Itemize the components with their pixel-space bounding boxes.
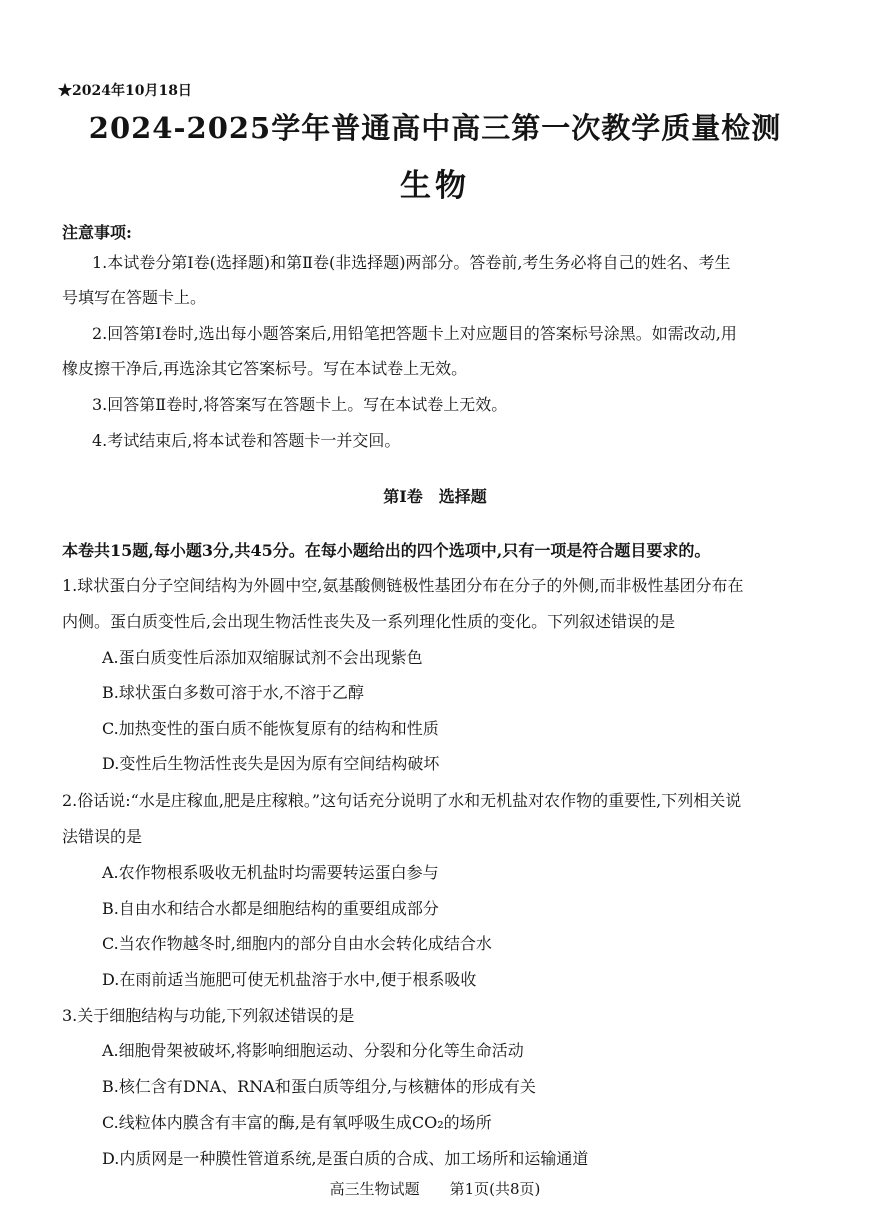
question-option-a: A.细胞骨架被破坏,将影响细胞运动、分裂和分化等生命活动 — [102, 1041, 524, 1060]
question-option-d: D.变性后生物活性丧失是因为原有空间结构破坏 — [102, 754, 440, 773]
notice-line: 号填写在答题卡上。 — [62, 288, 207, 307]
question-option-a: A.农作物根系吸收无机盐时均需要转运蛋白参与 — [102, 863, 439, 882]
question-option-b: B.自由水和结合水都是细胞结构的重要组成部分 — [102, 899, 439, 918]
notice-line: 1.本试卷分第Ⅰ卷(选择题)和第Ⅱ卷(非选择题)两部分。答卷前,考生务必将自己的姓名、考生 — [92, 253, 731, 272]
notice-line: 2.回答第Ⅰ卷时,选出每小题答案后,用铅笔把答题卡上对应题目的答案标号涂黑。如需改动,用 — [92, 324, 737, 343]
question-option-c: C.线粒体内膜含有丰富的酶,是有氧呼吸生成CO₂的场所 — [102, 1113, 492, 1132]
section-instruction: 本卷共15题,每小题3分,共45分。在每小题给出的四个选项中,只有一项是符合题目要求的。 — [62, 541, 711, 560]
question-option-d: D.内质网是一种膜性管道系统,是蛋白质的合成、加工场所和运输通道 — [102, 1149, 589, 1168]
question-stem: 2.俗话说:“水是庄稼血,肥是庄稼粮。”这句话充分说明了水和无机盐对农作物的重要性,下列相关说 — [62, 791, 742, 810]
exam-subject: 生物 — [400, 168, 470, 204]
question-option-c: C.当农作物越冬时,细胞内的部分自由水会转化成结合水 — [102, 934, 492, 953]
question-option-b: B.核仁含有DNA、RNA和蛋白质等组分,与核糖体的形成有关 — [102, 1077, 536, 1096]
exam-date: ★2024年10月18日 — [58, 83, 192, 99]
notice-line: 3.回答第Ⅱ卷时,将答案写在答题卡上。写在本试卷上无效。 — [92, 395, 508, 414]
question-stem: 3.关于细胞结构与功能,下列叙述错误的是 — [62, 1006, 355, 1025]
notice-line: 橡皮擦干净后,再选涂其它答案标号。写在本试卷上无效。 — [62, 359, 468, 378]
question-option-b: B.球状蛋白多数可溶于水,不溶于乙醇 — [102, 683, 364, 702]
question-stem: 1.球状蛋白分子空间结构为外圆中空,氨基酸侧链极性基团分布在分子的外侧,而非极性基团分布在 — [62, 576, 744, 595]
notice-line: 4.考试结束后,将本试卷和答题卡一并交回。 — [92, 431, 401, 450]
question-stem: 法错误的是 — [62, 827, 143, 846]
question-stem: 内侧。蛋白质变性后,会出现生物活性丧失及一系列理化性质的变化。下列叙述错误的是 — [62, 612, 676, 631]
notice-heading: 注意事项: — [62, 223, 132, 242]
page-footer: 高三生物试题 第1页(共8页) — [329, 1180, 541, 1198]
section-title: 第Ⅰ卷 选择题 — [383, 487, 487, 506]
question-option-c: C.加热变性的蛋白质不能恢复原有的结构和性质 — [102, 719, 439, 738]
question-option-a: A.蛋白质变性后添加双缩脲试剂不会出现紫色 — [102, 648, 423, 667]
question-option-d: D.在雨前适当施肥可使无机盐溶于水中,便于根系吸收 — [102, 970, 477, 989]
exam-title: 2024-2025学年普通高中高三第一次教学质量检测 — [88, 111, 782, 145]
